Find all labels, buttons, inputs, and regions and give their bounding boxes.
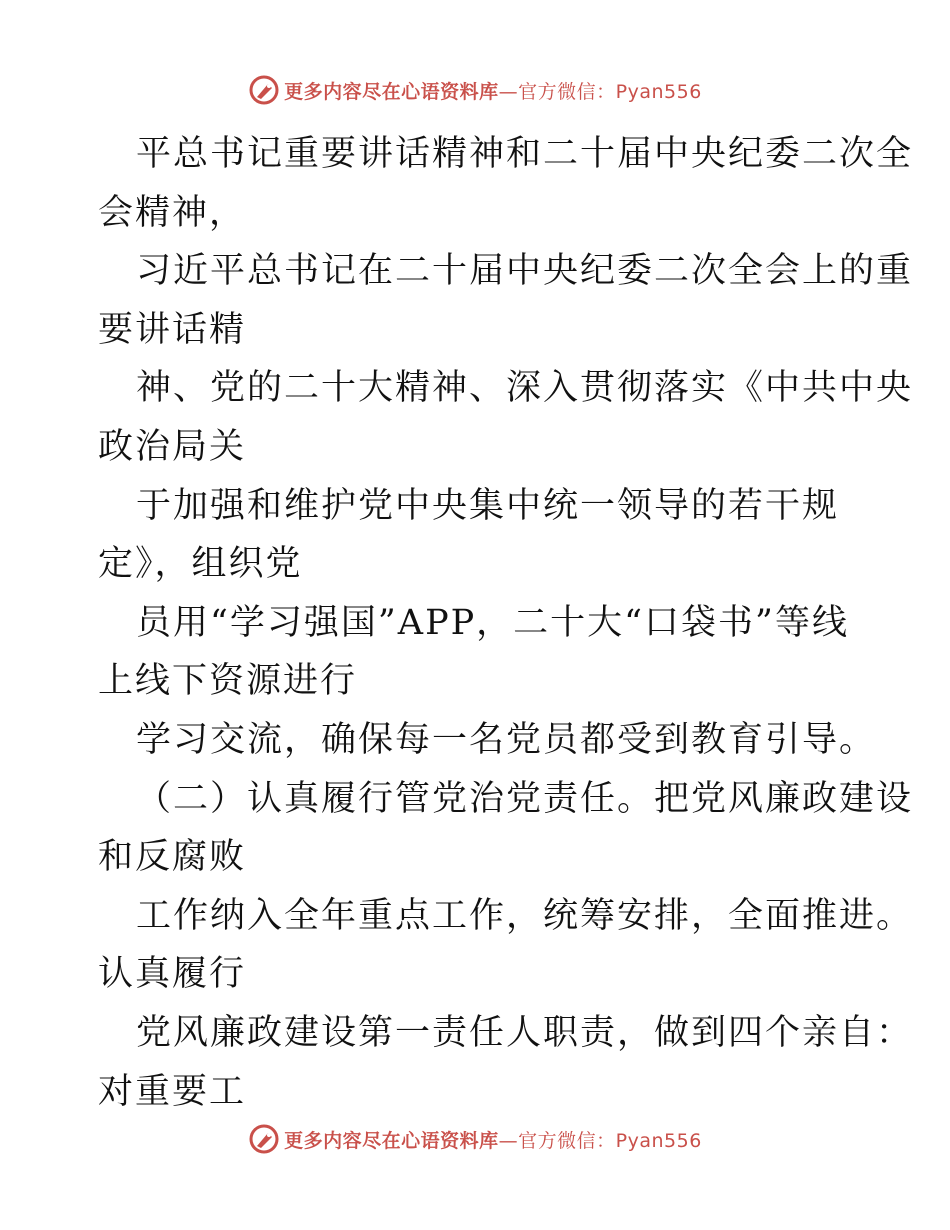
body-line: 和反腐败 [98,837,247,878]
body-line: （二）认真履行管党治党责任。把党风廉政建设 [136,778,914,819]
pen-nib-seal-icon [248,74,280,106]
body-line: 政治局关 [98,426,247,467]
body-line: 要讲话精 [98,309,247,350]
header-banner-text [284,77,702,104]
body-line: 工作纳入全年重点工作，统筹安排，全面推进。 [136,895,914,936]
footer-banner-text [284,1126,702,1153]
footer-banner [0,1119,950,1159]
body-line: 定》，组织党 [98,544,303,585]
body-line: 党风廉政建设第一责任人职责，做到四个亲自： [136,1012,914,1053]
body-line: 习近平总书记在二十届中央纪委二次全会上的重 [136,251,914,292]
footer-banner-contact: —官方微信：Pyan556 [498,1129,702,1152]
body-line: 学习交流，确保每一名党员都受到教育引导。 [136,719,877,760]
header-banner-main: 更多内容尽在心语资料库 [284,80,499,103]
body-line: 会精神， [98,192,247,233]
footer-banner-main: 更多内容尽在心语资料库 [284,1129,499,1152]
header-banner [0,70,950,110]
header-banner-contact: —官方微信：Pyan556 [498,80,702,103]
body-line: 认真履行 [98,954,247,995]
body-line: 对重要工 [98,1071,247,1112]
body-line: 员用“学习强国”APP，二十大“口袋书”等线 [136,602,849,643]
body-line: 平总书记重要讲话精神和二十届中央纪委二次全 [136,134,914,174]
document-body [98,125,914,1121]
pen-nib-seal-icon [248,1123,280,1155]
body-line: 于加强和维护党中央集中统一领导的若干规 [136,485,840,526]
body-line: 神、党的二十大精神、深入贯彻落实《中共中央 [136,368,914,409]
body-line: 上线下资源进行 [98,661,358,702]
